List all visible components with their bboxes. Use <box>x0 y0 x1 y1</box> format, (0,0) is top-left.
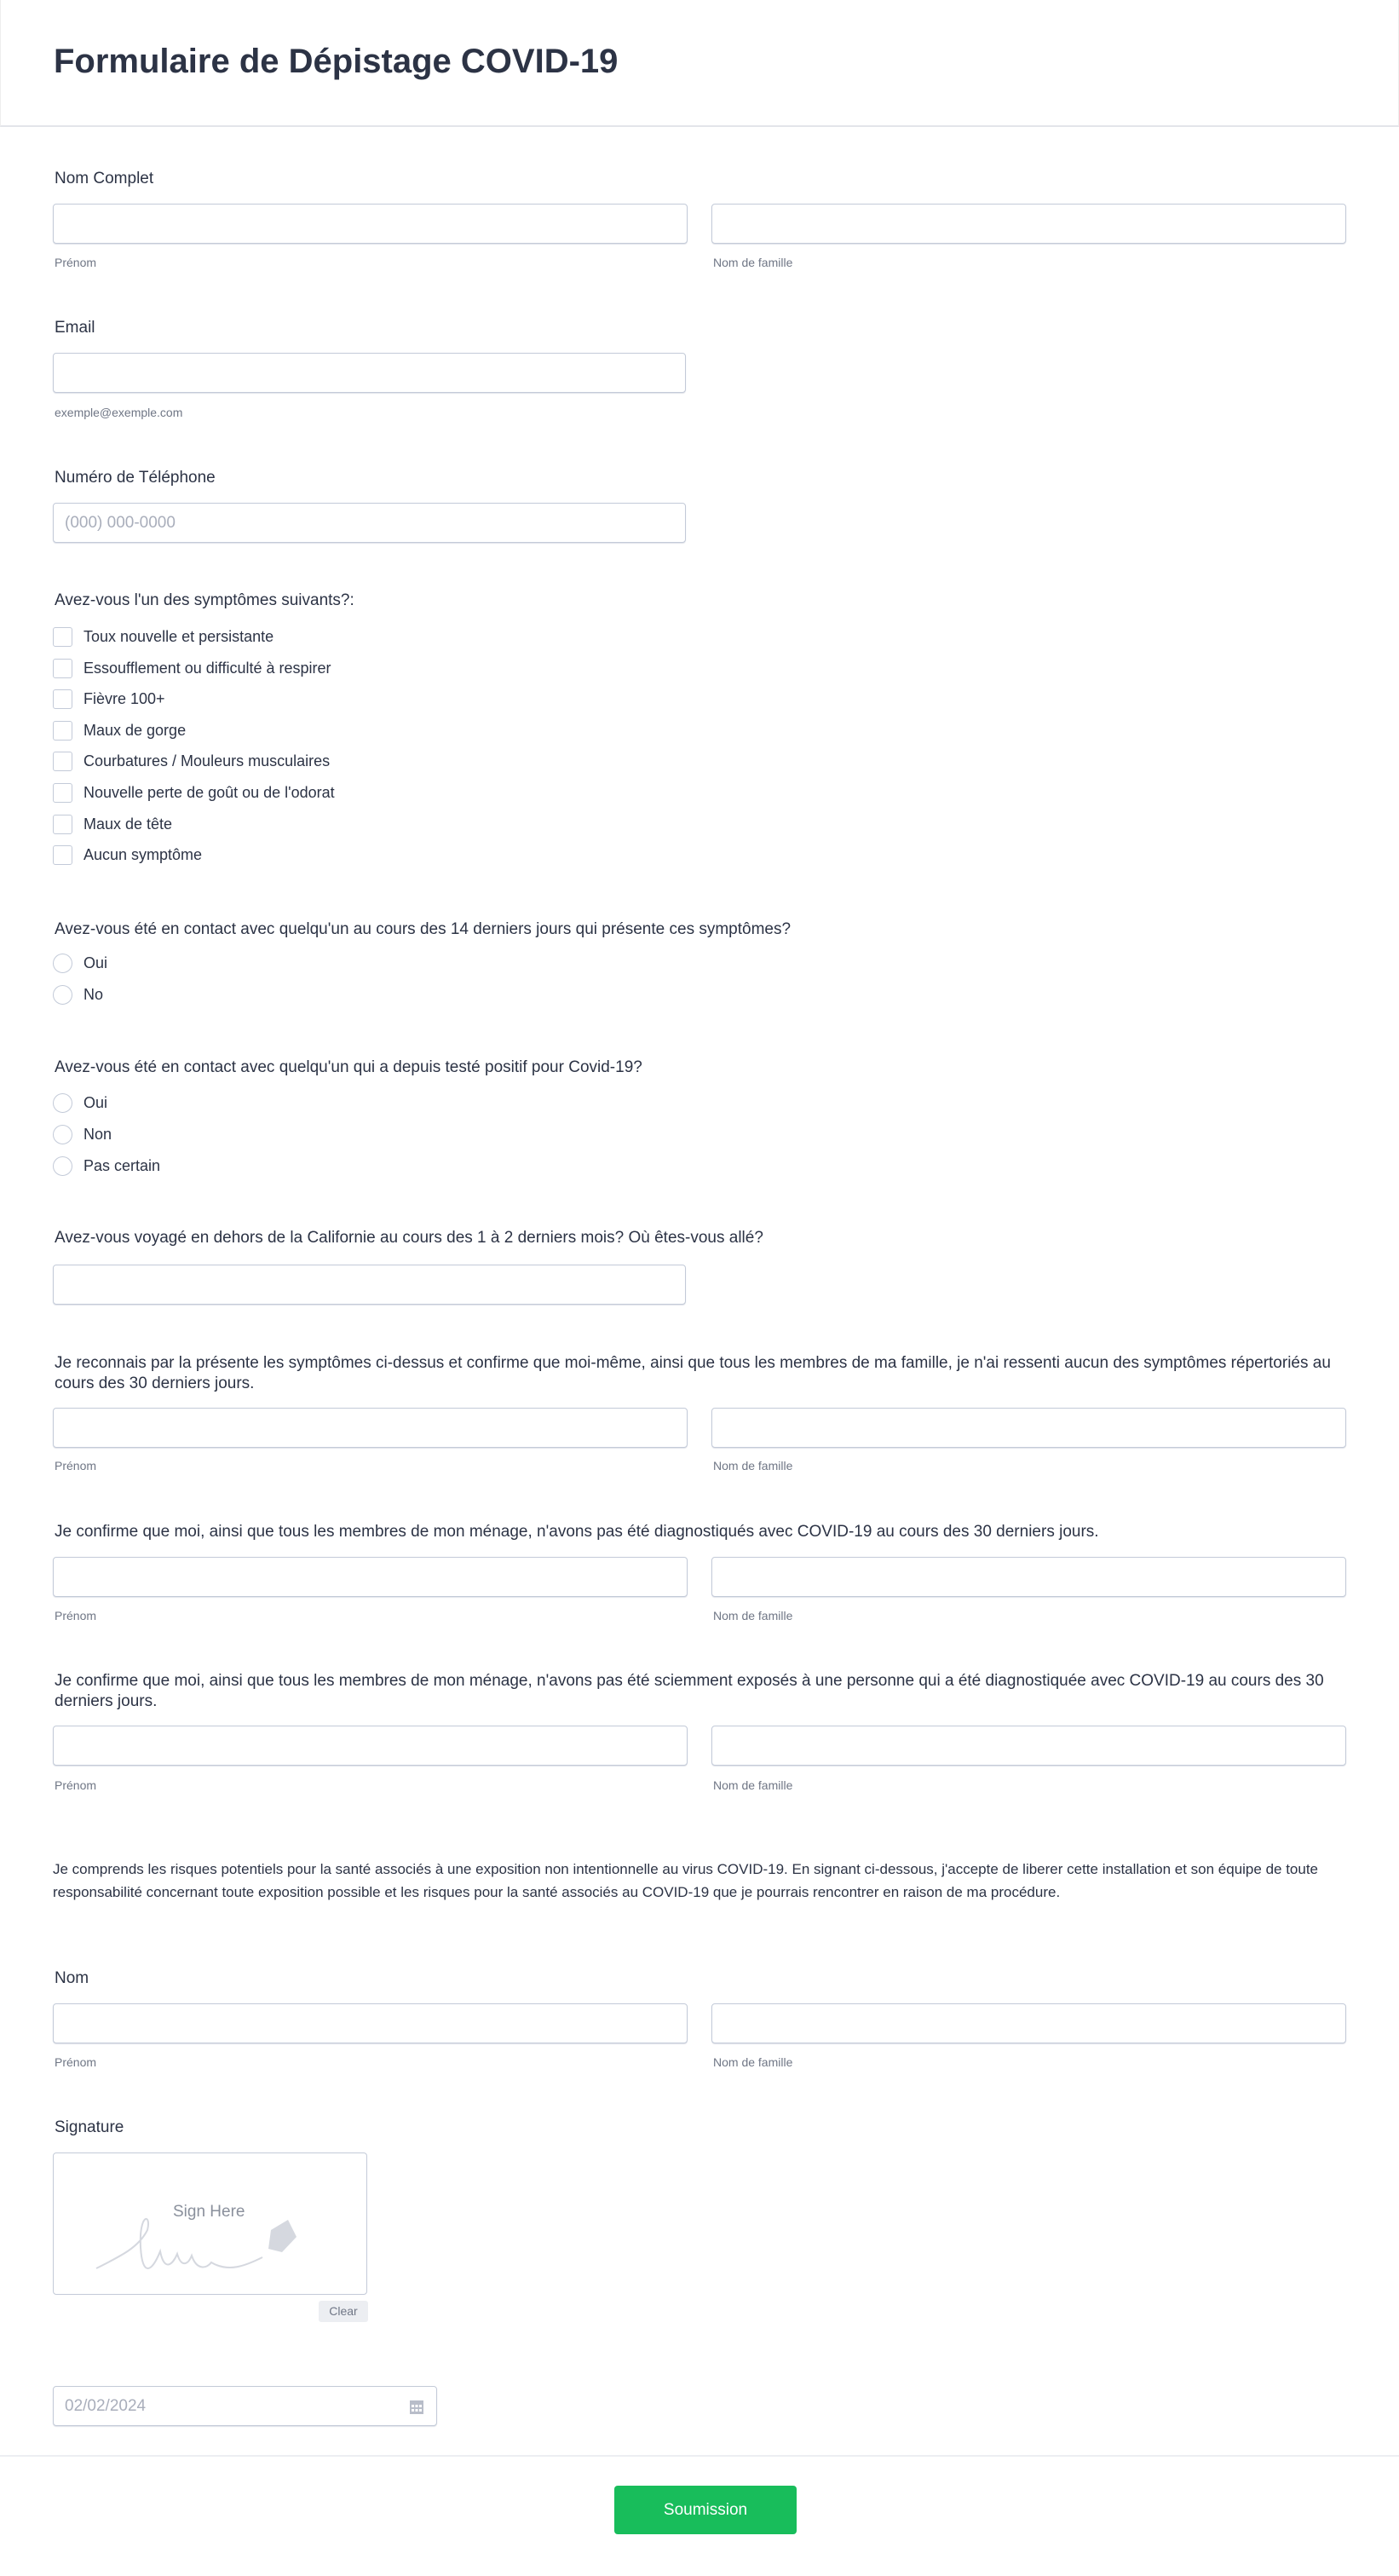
symptom-option[interactable] <box>53 845 202 865</box>
checkbox[interactable] <box>53 783 72 803</box>
option-label: Nouvelle perte de goût ou de l'odorat <box>83 784 335 801</box>
signature-pad[interactable] <box>53 2152 367 2295</box>
ack3-label: Je confirme que moi, ainsi que tous les membres de mon ménage, n'avons pas été sciemment exposés à une personne qui a été diagnostiquée avec COVID-19 au cours des 30 derniers jours. <box>55 1672 1324 1710</box>
contact-positive-label: Avez-vous été en contact avec quelqu'un qui a depuis testé positif pour Covid-19? <box>55 1058 642 1076</box>
symptom-option[interactable] <box>53 689 165 709</box>
radio-button[interactable] <box>53 1156 72 1176</box>
signature-scribble-icon <box>88 2196 343 2273</box>
symptom-option[interactable] <box>53 752 330 771</box>
ack1-label: Je reconnais par la présente les symptômes ci-dessus et confirme que moi-même, ainsi que tous les membres de ma famille, je n'ai ressenti aucun des symptômes répertoriés au cours des 30 derniers jours. <box>55 1354 1331 1392</box>
radio-button[interactable] <box>53 985 72 1005</box>
name-first-sublabel: Prénom <box>55 2055 97 2069</box>
travel-label: Avez-vous voyagé en dehors de la Californie au cours des 1 à 2 derniers mois? Où êtes-vous allé? <box>55 1229 763 1247</box>
option-label: Oui <box>83 954 108 971</box>
option-label: Maux de gorge <box>83 721 187 739</box>
contact-positive-option[interactable] <box>53 1156 160 1176</box>
full-name-label: Nom Complet <box>55 170 154 187</box>
symptom-option[interactable] <box>53 659 331 678</box>
ack3-last-input[interactable] <box>711 1726 1346 1766</box>
option-label: Oui <box>83 1094 108 1111</box>
ack1-last-input[interactable] <box>711 1408 1346 1448</box>
form-header <box>0 0 1399 127</box>
option-label: Pas certain <box>83 1157 161 1174</box>
option-label: Fièvre 100+ <box>83 690 165 708</box>
disclaimer-text: Je comprends les risques potentiels pour la santé associés à une exposition non intentionnelle au virus COVID-19. En signant ci-dessous, j'accepte de liberer cette installation et son équipe de toute responsabilité concernant toute exposition possible et les risques pour la santé associés au COVID-19 que je pourrais rencontrer en raison de ma procédure. <box>53 1861 1319 1900</box>
travel-input[interactable] <box>53 1265 686 1305</box>
checkbox[interactable] <box>53 689 72 709</box>
first-name-input[interactable] <box>53 204 688 244</box>
symptom-option[interactable] <box>53 627 273 647</box>
sign-here-placeholder: Sign Here <box>173 2203 245 2221</box>
option-label: Aucun symptôme <box>83 846 203 864</box>
option-label: Essoufflement ou difficulté à respirer <box>83 659 331 677</box>
radio-button[interactable] <box>53 1093 72 1113</box>
option-label: No <box>83 986 104 1003</box>
symptom-option[interactable] <box>53 721 186 741</box>
checkbox[interactable] <box>53 659 72 678</box>
contact14-option[interactable] <box>53 954 107 973</box>
last-name-input[interactable] <box>711 204 1346 244</box>
ack2-last-sublabel: Nom de famille <box>713 1609 793 1622</box>
ack2-last-input[interactable] <box>711 1557 1346 1597</box>
ack3-first-sublabel: Prénom <box>55 1778 97 1792</box>
last-name-sublabel: Nom de famille <box>713 256 793 269</box>
checkbox[interactable] <box>53 845 72 865</box>
checkbox[interactable] <box>53 627 72 647</box>
phone-label: Numéro de Téléphone <box>55 469 216 487</box>
calendar-icon[interactable] <box>409 2398 424 2415</box>
option-label: Non <box>83 1126 112 1143</box>
checkbox[interactable] <box>53 752 72 771</box>
page-title: Formulaire de Dépistage COVID-19 <box>54 43 619 80</box>
contact14-label: Avez-vous été en contact avec quelqu'un au cours des 14 derniers jours qui présente ces symptômes? <box>55 920 792 938</box>
date-input[interactable] <box>53 2386 437 2426</box>
ack3-first-input[interactable] <box>53 1726 688 1766</box>
ack1-first-input[interactable] <box>53 1408 688 1448</box>
signature-label: Signature <box>55 2118 124 2136</box>
ack1-last-sublabel: Nom de famille <box>713 1459 793 1472</box>
ack2-label: Je confirme que moi, ainsi que tous les membres de mon ménage, n'avons pas été diagnostiqués avec COVID-19 au cours des 30 derniers jours. <box>55 1523 1099 1541</box>
name-label: Nom <box>55 1969 89 1987</box>
ack2-first-sublabel: Prénom <box>55 1609 97 1622</box>
symptoms-label: Avez-vous l'un des symptômes suivants?: <box>55 591 354 609</box>
ack2-first-input[interactable] <box>53 1557 688 1597</box>
radio-button[interactable] <box>53 1125 72 1144</box>
contact14-option[interactable] <box>53 985 103 1005</box>
contact-positive-option[interactable] <box>53 1093 107 1113</box>
ack3-last-sublabel: Nom de famille <box>713 1778 793 1792</box>
radio-button[interactable] <box>53 954 72 973</box>
option-label: Maux de tête <box>83 815 173 833</box>
email-sublabel: exemple@exemple.com <box>55 406 183 419</box>
date-value: 02/02/2024 <box>65 2397 147 2415</box>
first-name-sublabel: Prénom <box>55 256 97 269</box>
name-first-input[interactable] <box>53 2003 688 2043</box>
symptom-option[interactable] <box>53 815 172 834</box>
option-label: Courbatures / Mouleurs musculaires <box>83 752 331 770</box>
name-last-input[interactable] <box>711 2003 1346 2043</box>
email-label: Email <box>55 319 95 337</box>
clear-signature-button[interactable]: Clear <box>319 2301 368 2322</box>
email-input[interactable] <box>53 353 686 393</box>
submit-button[interactable]: Soumission <box>614 2486 797 2534</box>
ack1-first-sublabel: Prénom <box>55 1459 97 1472</box>
symptom-option[interactable] <box>53 783 335 803</box>
phone-input[interactable]: (000) 000-0000 <box>53 503 686 543</box>
name-last-sublabel: Nom de famille <box>713 2055 793 2069</box>
checkbox[interactable] <box>53 721 72 741</box>
checkbox[interactable] <box>53 815 72 834</box>
option-label: Toux nouvelle et persistante <box>83 628 274 645</box>
contact-positive-option[interactable] <box>53 1125 112 1144</box>
